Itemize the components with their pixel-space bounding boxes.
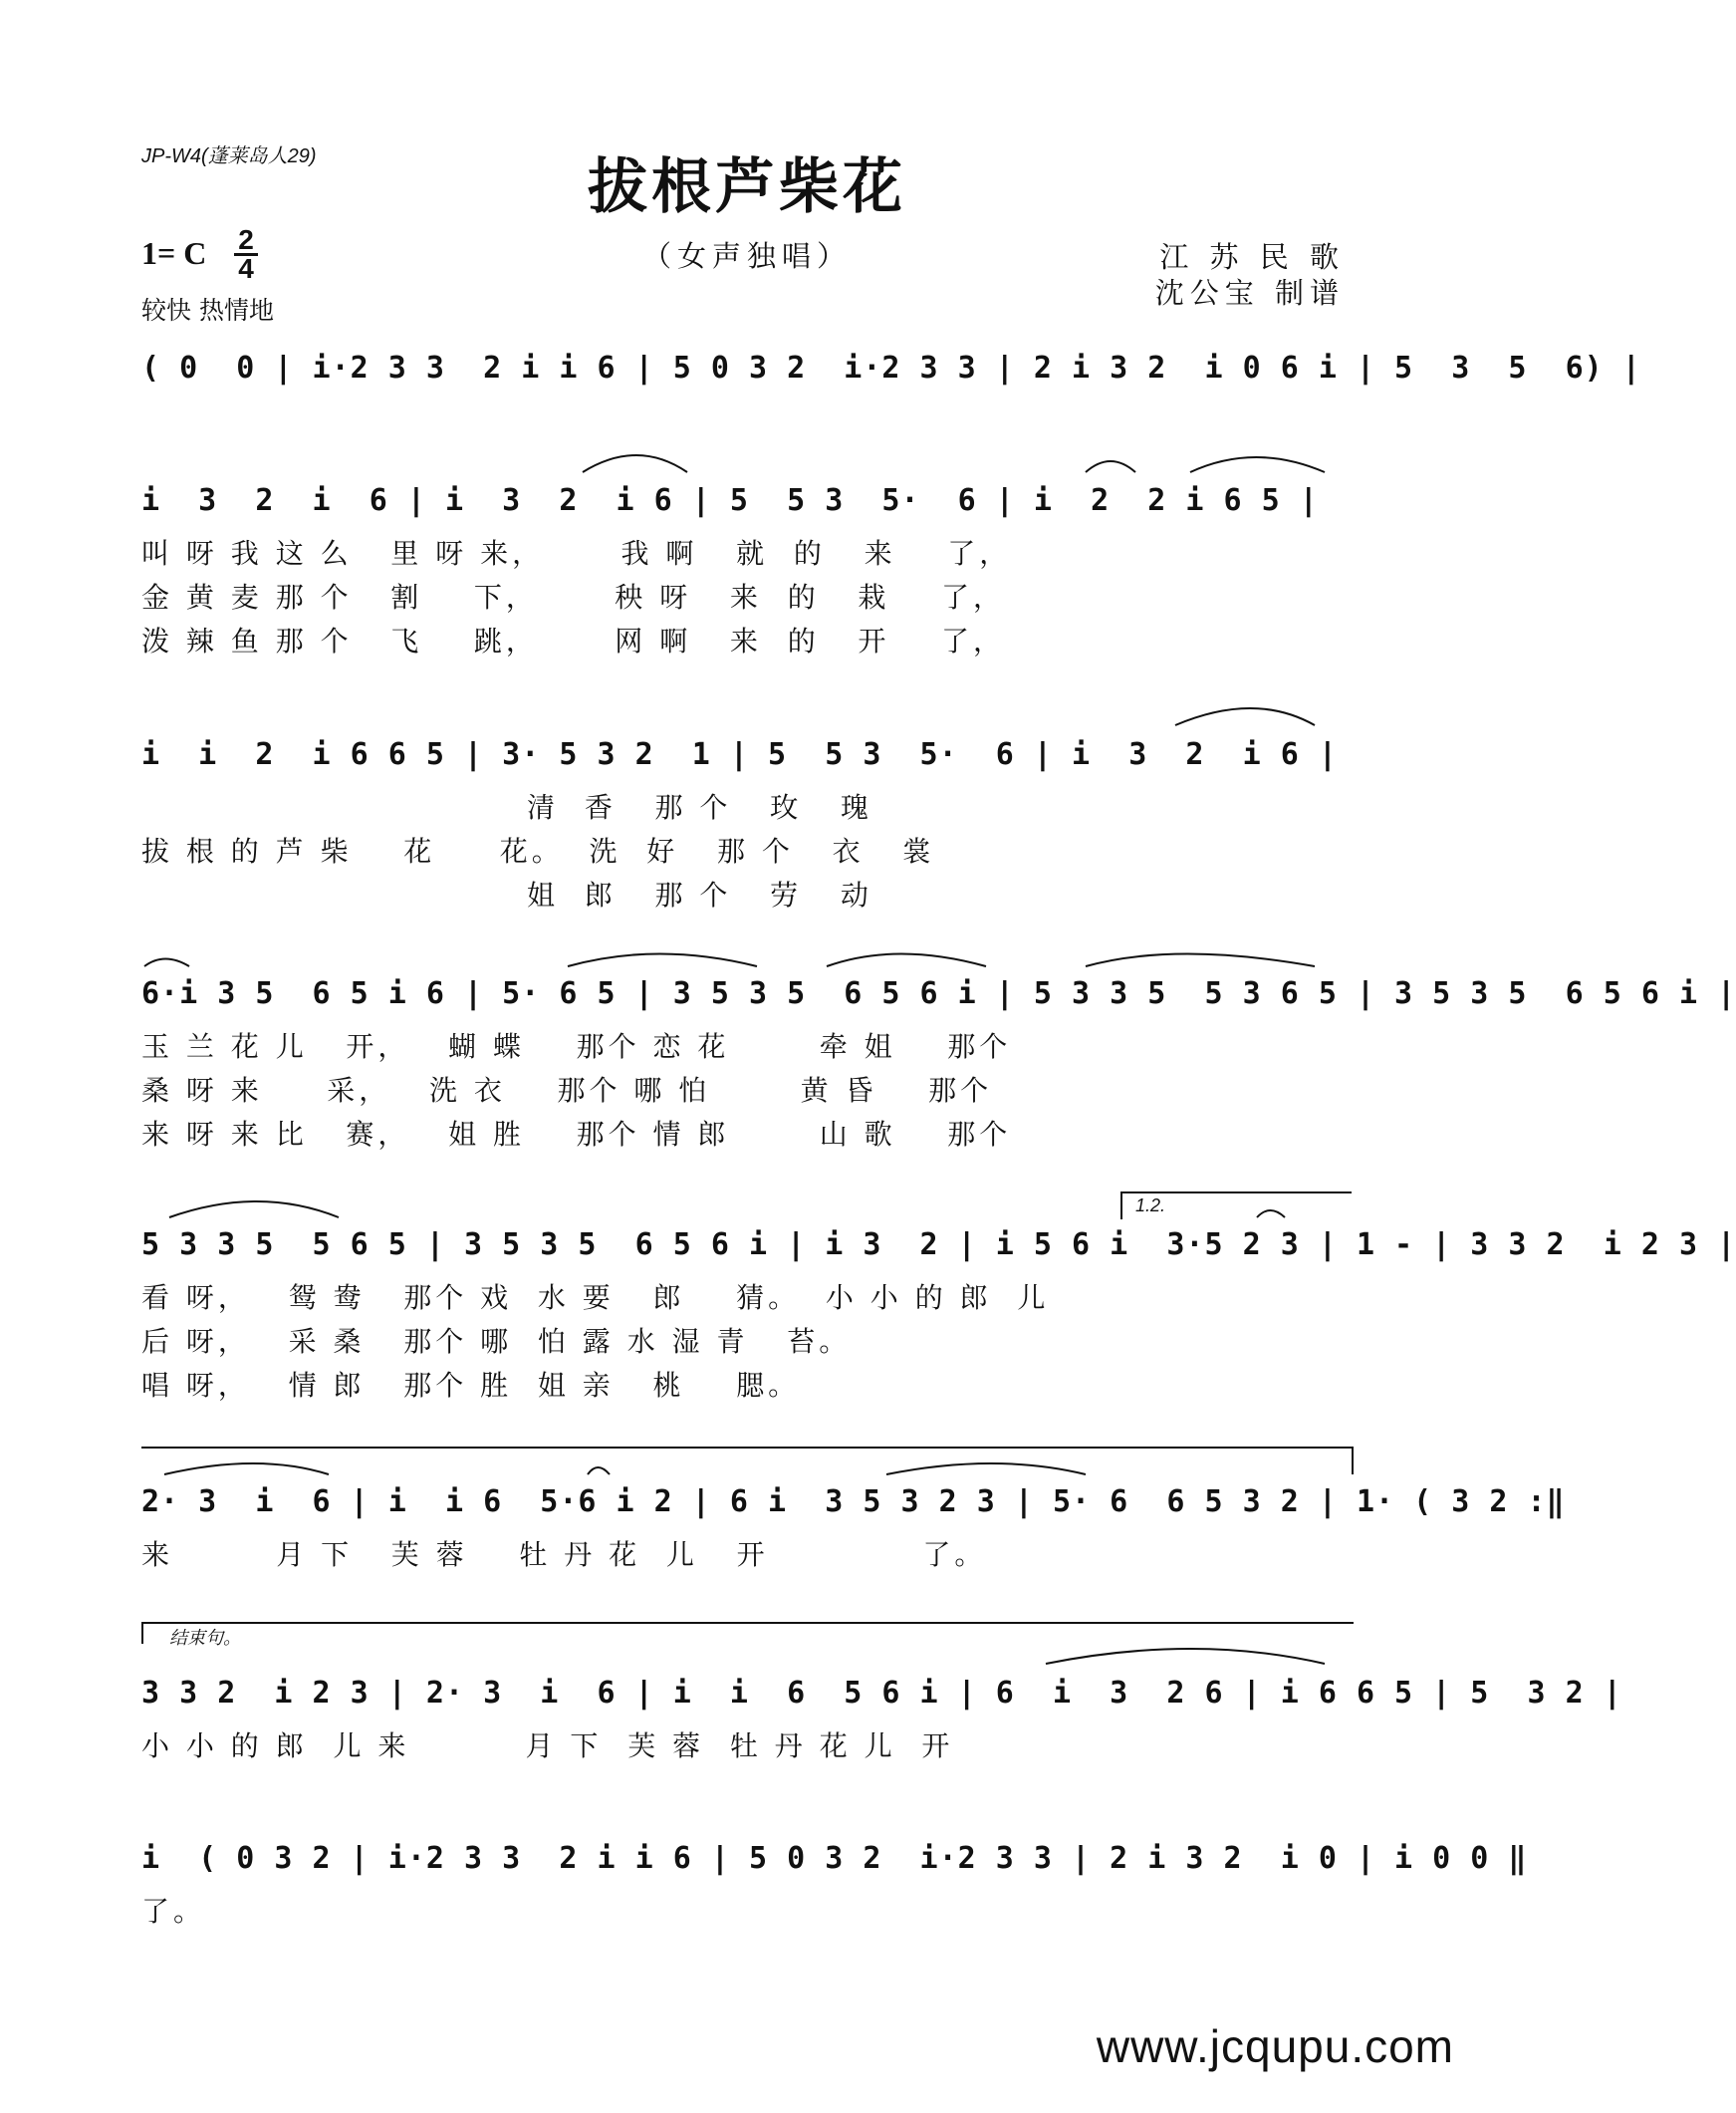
notation-line: ( 0 0 | i·2 3 3 2 i i 6 | 5 0 3 2 i·2 3 3 | 2 i 3 2 i 0 6 i | 5 3 5 6) | xyxy=(141,351,1641,386)
system-4 xyxy=(141,976,1736,1153)
system-2 xyxy=(141,483,1357,660)
lyric-verse-1: 清 香 那 个 玫 瑰 xyxy=(141,791,872,824)
credit-arranger: 沈公宝 制谱 xyxy=(1154,276,1345,310)
ending-label: 结束句。 xyxy=(169,1628,241,1648)
lyric-line: 了。 xyxy=(141,1895,206,1928)
notation-line: i 3 2 i 6 | i 3 2 i 6 | 5 5 3 5· 6 | i 2 2 i 6 5 | xyxy=(141,483,1319,518)
lyric-line: 小 小 的 郎 儿 来 月 下 芙 蓉 牡 丹 花 儿 开 xyxy=(141,1729,954,1762)
lyric-verse-3: 姐 郎 那 个 劳 动 xyxy=(141,879,872,912)
lyric-verse-1: 叫 呀 我 这 么 里 呀 来， 我 啊 就 的 来 了， xyxy=(141,537,1012,570)
song-subtitle: （女声独唱） xyxy=(641,239,852,273)
lyric-verse-3: 唱 呀， 情 郎 那个 胜 姐 亲 桃 腮。 xyxy=(141,1369,801,1402)
volta-label: 1.2. xyxy=(1135,1195,1166,1215)
time-signature-top: 2 xyxy=(238,224,254,255)
notation-line: i i 2 i 6 6 5 | 3· 5 3 2 1 | 5 5 3 5· 6 | i 3 2 i 6 | xyxy=(141,737,1338,772)
system-7 xyxy=(141,1676,1622,1764)
system-1 xyxy=(141,351,1641,386)
website-watermark: www.jcqupu.com xyxy=(1096,2020,1454,2072)
key-signature: 1= C xyxy=(141,235,207,271)
score-code: JP-W4(蓬莱岛人29) xyxy=(141,145,317,167)
song-title: 拔根芦柴花 xyxy=(588,152,906,222)
tempo-marking: 较快 热情地 xyxy=(141,296,274,325)
lyric-verse-2: 金 黄 麦 那 个 割 下， 秧 呀 来 的 栽 了， xyxy=(141,581,1006,614)
notation-line: 2· 3 i 6 | i i 6 5·6 i 2 | 6 i 3 5 3 2 3 | 5· 6 6 5 3 2 | 1· ( 3 2 :‖ xyxy=(141,1484,1566,1519)
lyric-verse-2: 后 呀， 采 桑 那个 哪 怕 露 水 湿 青 苔。 xyxy=(141,1325,852,1358)
credit-origin: 江 苏 民 歌 xyxy=(1159,240,1345,274)
system-8 xyxy=(141,1841,1528,1930)
notation-line: 6·i 3 5 6 5 i 6 | 5· 6 5 | 3 5 3 5 6 5 6 i | 5 3 3 5 5 3 6 5 | 3 5 3 5 6 5 6 i | xyxy=(141,976,1736,1011)
system-5 xyxy=(141,1227,1736,1404)
notation-line: 5 3 3 5 5 6 5 | 3 5 3 5 6 5 6 i | i 3 2 | i 5 6 i 3·5 2 3 | 1 - | 3 3 2 i 2 3 | xyxy=(141,1227,1736,1262)
ending-bracket xyxy=(141,1622,1354,1644)
lyric-verse-3: 泼 辣 鱼 那 个 飞 跳， 网 啊 来 的 开 了， xyxy=(141,625,1006,658)
notation-line: 3 3 2 i 2 3 | 2· 3 i 6 | i i 6 5 6 i | 6 i 3 2 6 | i 6 6 5 | 5 3 2 | xyxy=(141,1676,1622,1711)
lyric-verse-2: 桑 呀 来 采， 洗 衣 那个 哪 怕 黄 昏 那个 xyxy=(141,1074,993,1107)
system-3 xyxy=(141,737,1357,914)
system-6 xyxy=(141,1484,1566,1573)
lyric-line: 来 月 下 芙 蓉 牡 丹 花 儿 开 了。 xyxy=(141,1538,987,1571)
lyric-verse-2: 拔 根 的 芦 柴 花 花。 洗 好 那 个 衣 裳 xyxy=(141,835,935,868)
volta-continuation xyxy=(141,1447,1354,1474)
lyric-verse-1: 玉 兰 花 儿 开， 蝴 蝶 那个 恋 花 牵 姐 那个 xyxy=(141,1030,1012,1063)
notation-line: i ( 0 3 2 | i·2 3 3 2 i i 6 | 5 0 3 2 i·2 3 3 | 2 i 3 2 i 0 | i 0 0 ‖ xyxy=(141,1841,1528,1876)
time-signature xyxy=(231,224,261,284)
lyric-verse-3: 来 呀 来 比 赛， 姐 胜 那个 情 郎 山 歌 那个 xyxy=(141,1118,1012,1151)
time-signature-bottom: 4 xyxy=(238,253,254,284)
lyric-verse-1: 看 呀， 鸳 鸯 那个 戏 水 要 郎 猜。 小 小 的 郎 儿 xyxy=(141,1281,1050,1314)
